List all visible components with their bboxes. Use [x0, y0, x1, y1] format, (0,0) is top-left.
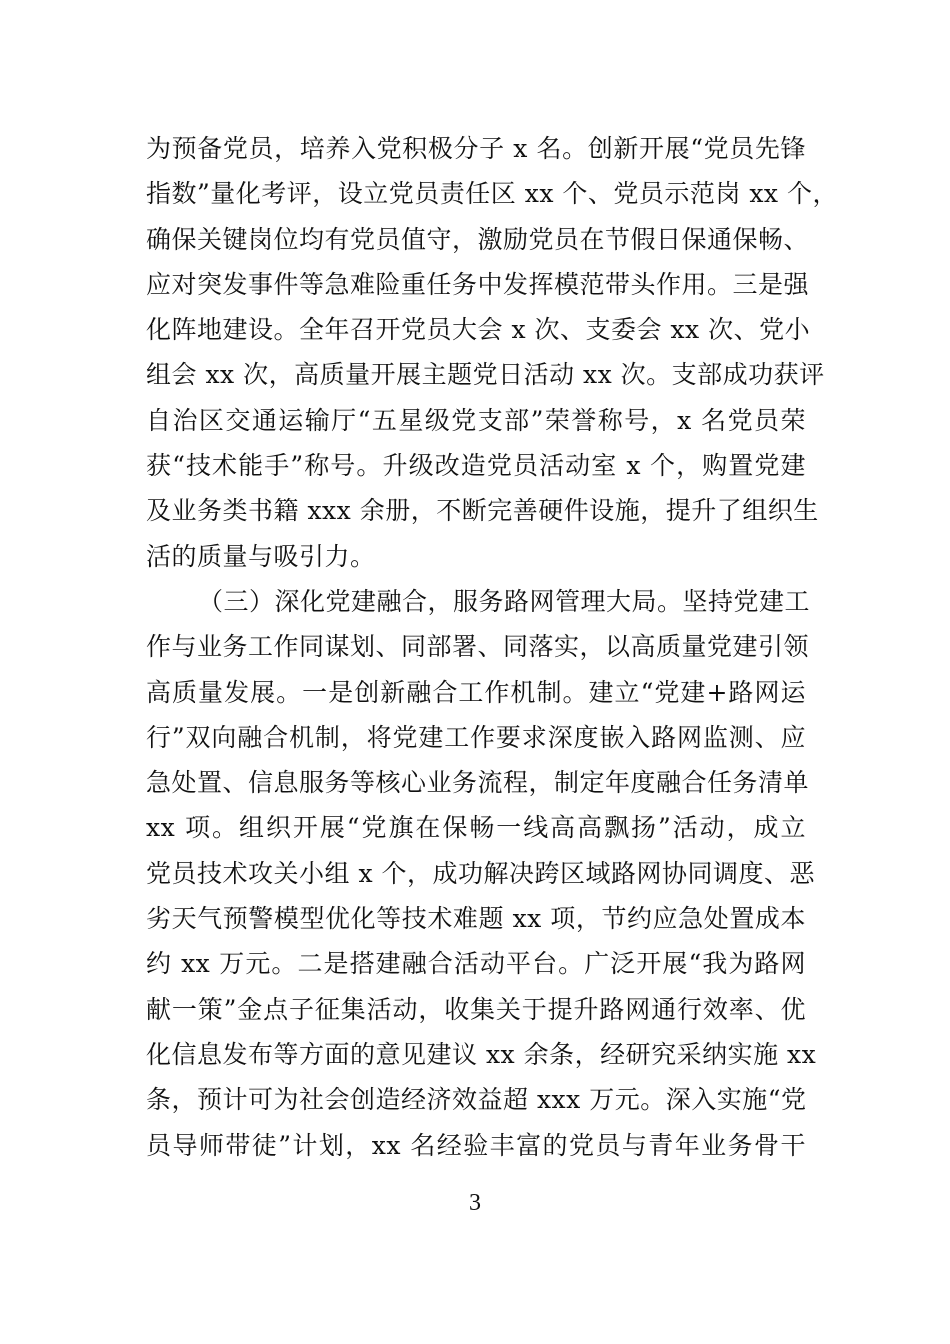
text-line: 员导师带徒”计划，xx 名经验丰富的党员与青年业务骨干 — [146, 1130, 806, 1160]
text-line: 党员技术攻关小组 x 个，成功解决跨区域路网协同调度、恶 — [146, 858, 815, 888]
text-line: 急处置、信息服务等核心业务流程，制定年度融合任务清单 — [146, 768, 810, 798]
text-line: 化信息发布等方面的意见建议 xx 余条，经研究采纳实施 xx — [146, 1039, 817, 1069]
text-line: 约 xx 万元。二是搭建融合活动平台。广泛开展“我为路网 — [146, 949, 806, 979]
text-line: 劣天气预警模型优化等技术难题 xx 项，节约应急处置成本 — [146, 904, 806, 934]
text-line: 化阵地建设。全年召开党员大会 x 次、支委会 xx 次、党小 — [146, 315, 811, 345]
text-line: 活的质量与吸引力。 — [146, 541, 376, 571]
text-line: 获“技术能手”称号。升级改造党员活动室 x 个，购置党建 — [146, 451, 806, 481]
text-line: 条，预计可为社会创造经济效益超 xxx 万元。深入实施“党 — [146, 1085, 807, 1115]
text-line: （三）深化党建融合，服务路网管理大局。坚持党建工 — [198, 586, 811, 616]
text-line: 应对突发事件等急难险重任务中发挥模范带头作用。三是强 — [146, 269, 810, 299]
text-line: 高质量发展。一是创新融合工作机制。建立“党建+路网运 — [146, 677, 806, 707]
text-line: 为预备党员，培养入党积极分子 x 名。创新开展“党员先锋 — [146, 134, 806, 163]
text-line: 作与业务工作同谋划、同部署、同落实，以高质量党建引领 — [146, 632, 810, 662]
text-line: 指数”量化考评，设立党员责任区 xx 个、党员示范岗 xx 个， — [146, 179, 838, 209]
body-text — [146, 126, 838, 1168]
page-number: 3 — [469, 1190, 481, 1216]
text-line: 及业务类书籍 xxx 余册，不断完善硬件设施，提升了组织生 — [146, 496, 819, 526]
paragraph — [146, 579, 817, 1168]
text-line: 行”双向融合机制，将党建工作要求深度嵌入路网监测、应 — [146, 722, 806, 752]
text-line: 确保关键岗位均有党员值守，激励党员在节假日保通保畅、 — [146, 224, 810, 254]
text-line: 献一策”金点子征集活动，收集关于提升路网通行效率、优 — [146, 994, 806, 1024]
text-line: xx 项。组织开展“党旗在保畅一线高高飘扬”活动，成立 — [146, 813, 806, 843]
text-line: 组会 xx 次，高质量开展主题党日活动 xx 次。支部成功获评 — [146, 360, 825, 390]
paragraph — [146, 126, 838, 579]
text-line: 自治区交通运输厅“五星级党支部”荣誉称号，x 名党员荣 — [146, 405, 806, 435]
